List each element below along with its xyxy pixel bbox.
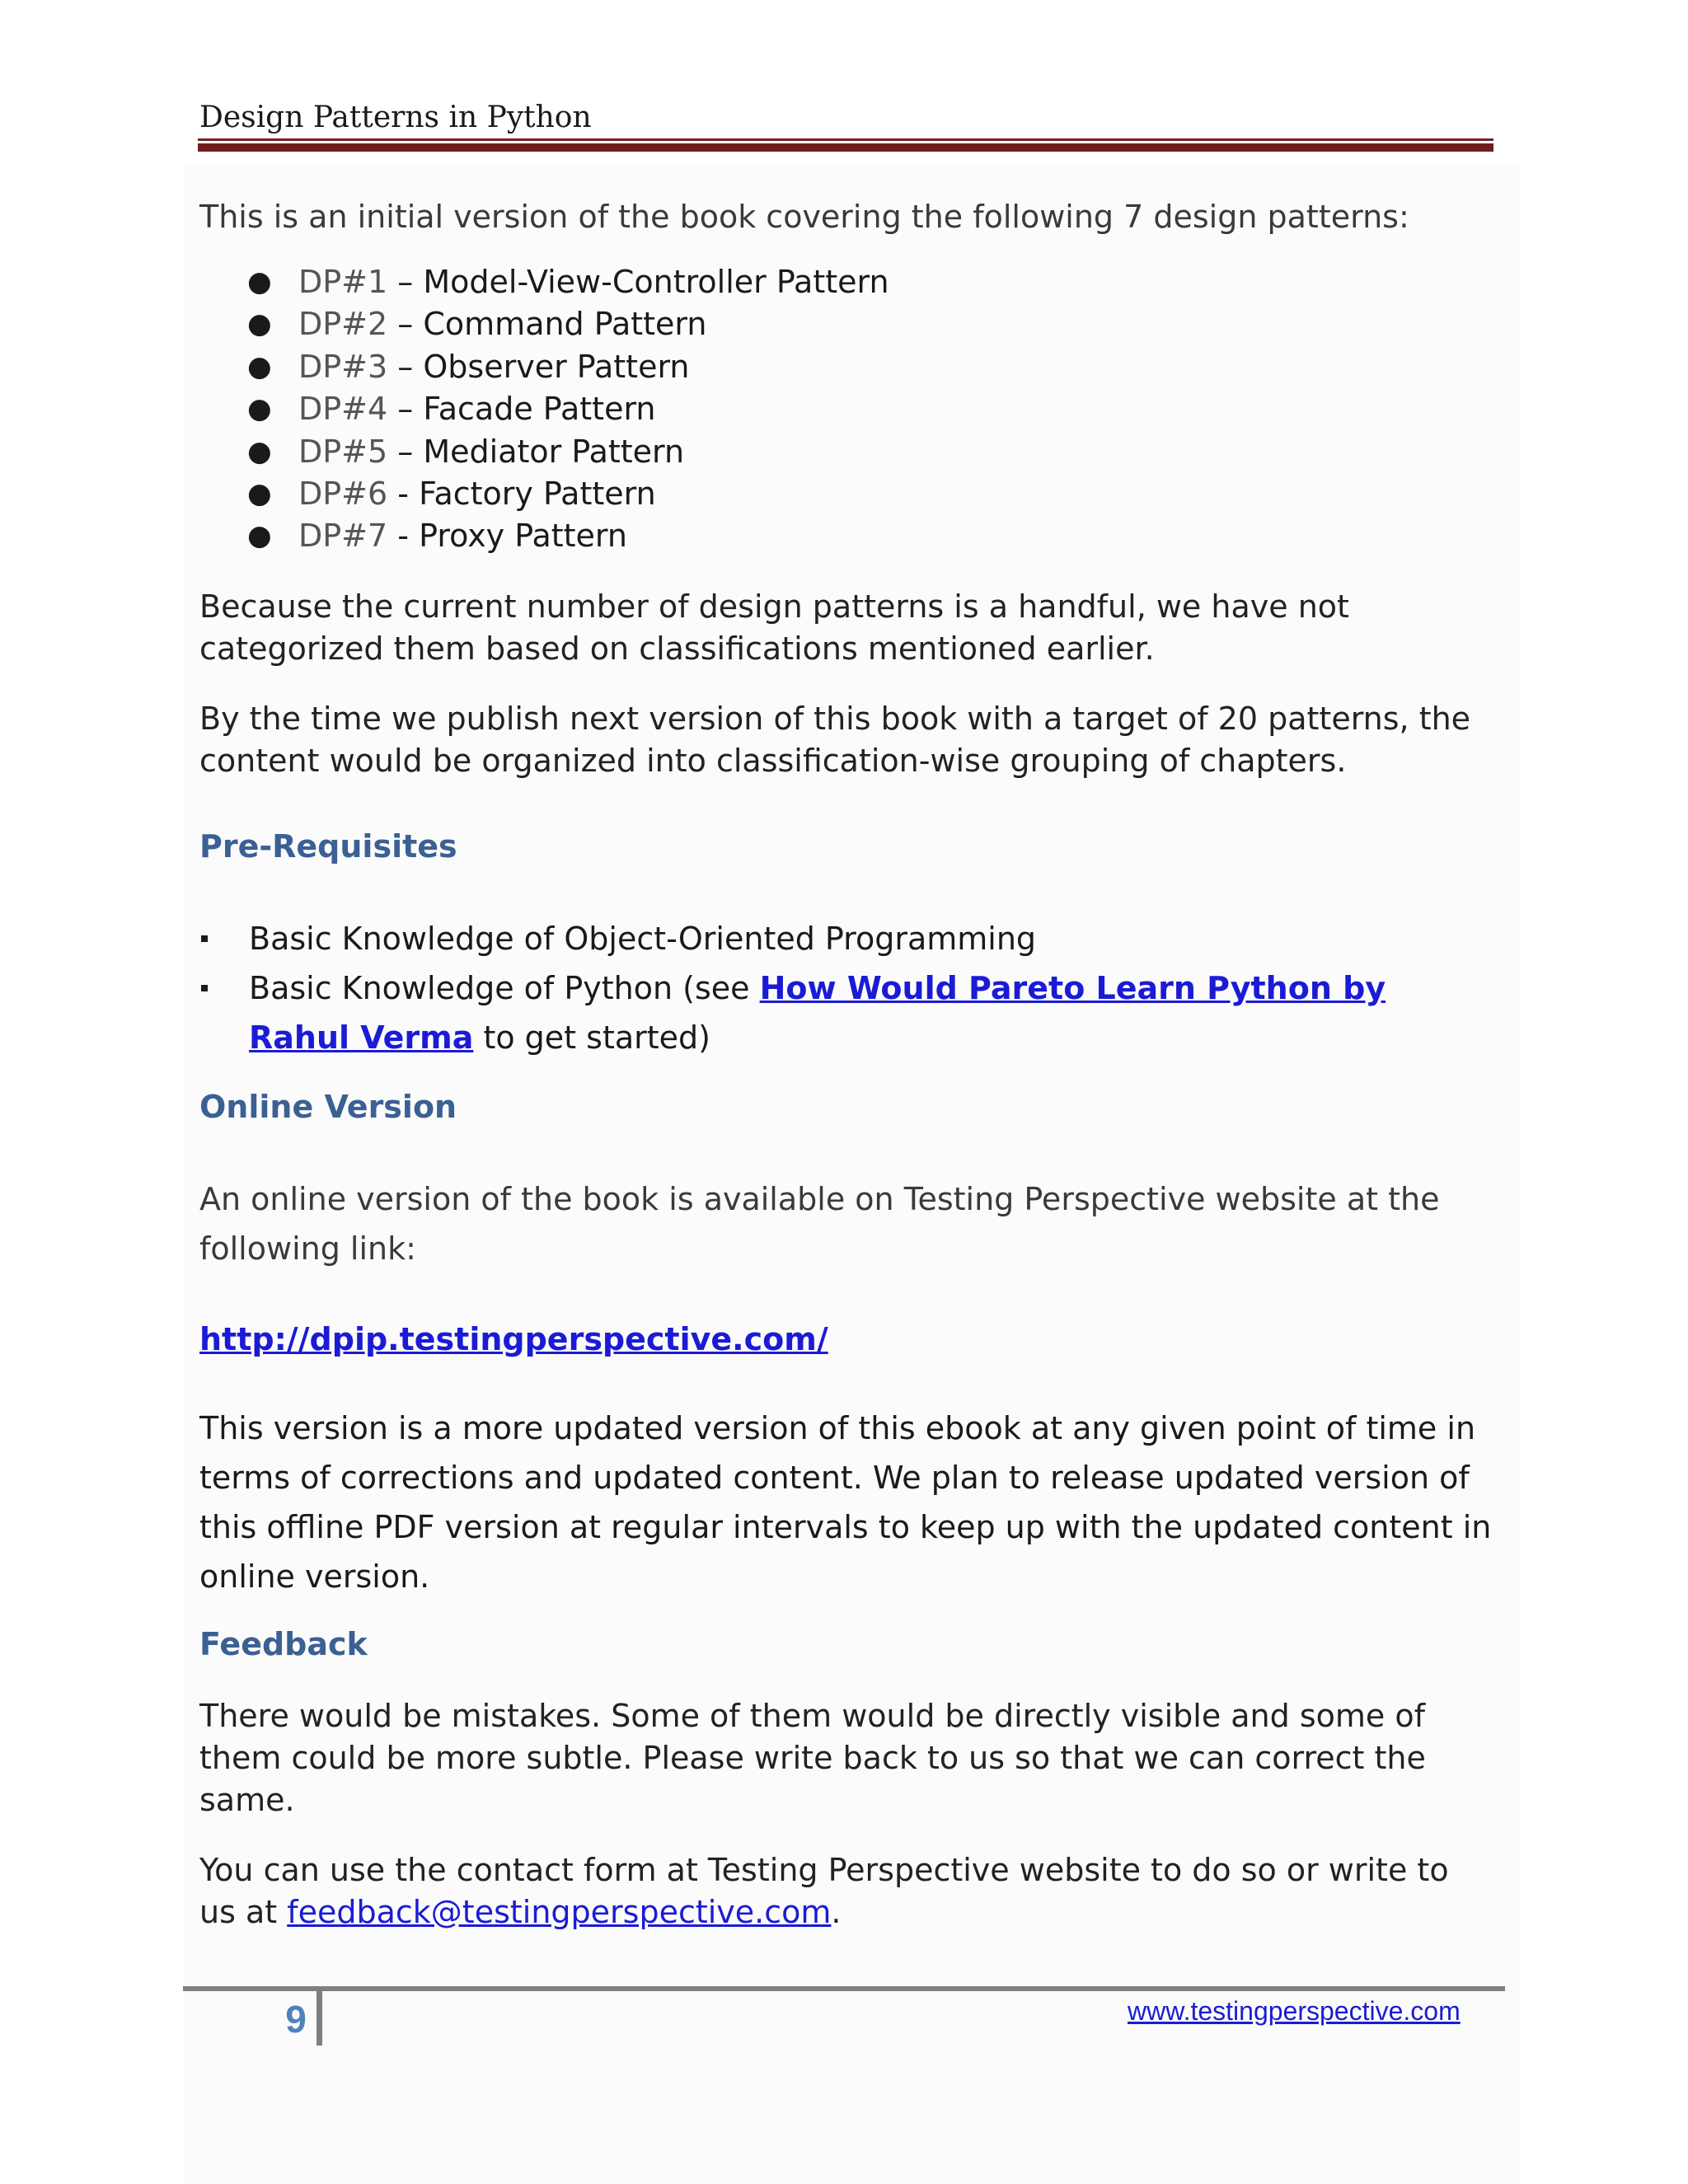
version-details-paragraph: This version is a more updated version of this ebook at any given point of time in terms of corrections and updated content. We plan to release updated version of this offline PDF version at regular intervals to keep up with the updated content in online version. (199, 1409, 1492, 1595)
online-version-heading: Online Version (199, 1088, 457, 1125)
pattern-name: Model-View-Controller Pattern (423, 264, 889, 300)
bullet-icon: ● (247, 349, 272, 383)
header-rule-thick (198, 143, 1493, 152)
footer-divider (316, 1991, 322, 2046)
pattern-separator: – (387, 433, 424, 470)
design-pattern-list (199, 261, 1493, 558)
pattern-separator: - (387, 476, 420, 513)
pattern-name: Factory Pattern (419, 476, 656, 513)
prerequisite-text: Basic Knowledge of Python (see (249, 969, 760, 1006)
pattern-code: DP#7 (298, 518, 388, 555)
square-bullet-icon (201, 985, 208, 991)
feedback-email-link[interactable]: feedback@testingperspective.com (287, 1893, 832, 1930)
online-version-paragraph: An online version of the book is available on Testing Perspective website at the following link: (199, 1180, 1440, 1267)
list-item (199, 431, 1493, 473)
contact-text: You can use the contact form at Testing Perspective website to do so or write to us at (199, 1851, 1449, 1930)
list-item (199, 388, 1493, 430)
pattern-code: DP#5 (298, 433, 388, 470)
pattern-separator: - (387, 518, 420, 555)
bullet-icon: ● (247, 477, 272, 511)
pattern-code: DP#4 (298, 391, 388, 428)
next-version-paragraph: By the time we publish next version of this book with a target of 20 patterns, the content would be organized into classification-wise grouping of chapters. (199, 700, 1471, 779)
footer-rule (183, 1986, 1505, 1991)
pareto-python-link[interactable]: How Would Pareto Learn Python by Rahul Verma (249, 969, 1386, 1056)
pattern-separator: – (387, 391, 424, 428)
online-version-link[interactable]: http://dpip.testingperspective.com/ (199, 1320, 828, 1357)
feedback-paragraph: There would be mistakes. Some of them would be directly visible and some of them could be more subtle. Please write back to us so that we can correct the same. (199, 1697, 1426, 1818)
list-item (199, 914, 1493, 963)
pattern-name: Facade Pattern (423, 391, 656, 428)
list-item (199, 346, 1493, 388)
prerequisite-text-after: to get started) (473, 1019, 710, 1056)
pattern-separator: – (387, 264, 424, 300)
bullet-icon: ● (247, 392, 272, 426)
list-item (199, 303, 1493, 345)
page-number: 9 (285, 1998, 307, 2041)
footer-website-link[interactable]: www.testingperspective.com (1128, 1996, 1461, 2026)
list-item (199, 515, 1493, 557)
pattern-code: DP#2 (298, 306, 388, 343)
list-item (199, 261, 1493, 303)
list-item (199, 963, 1493, 1062)
list-item (199, 473, 1493, 515)
pattern-name: Observer Pattern (423, 348, 690, 385)
pattern-separator: – (387, 306, 424, 343)
pattern-code: DP#1 (298, 264, 388, 300)
square-bullet-icon (201, 935, 208, 942)
header-rule (198, 138, 1493, 141)
pattern-name: Mediator Pattern (423, 433, 685, 470)
online-link-line (199, 1315, 1493, 1364)
prerequisites-list (199, 914, 1493, 1062)
running-header-title: Design Patterns in Python (199, 101, 592, 134)
feedback-heading: Feedback (199, 1625, 368, 1662)
pattern-name: Proxy Pattern (419, 518, 627, 555)
pattern-code: DP#3 (298, 348, 388, 385)
pattern-separator: – (387, 348, 424, 385)
pattern-name: Command Pattern (423, 306, 707, 343)
contact-text-end: . (831, 1893, 842, 1930)
bullet-icon: ● (247, 434, 272, 468)
page-content (199, 196, 1493, 1933)
contact-paragraph (199, 1849, 1493, 1933)
bullet-icon: ● (247, 265, 272, 298)
prerequisites-heading: Pre-Requisites (199, 827, 457, 865)
bullet-icon: ● (247, 307, 272, 341)
prerequisite-text: Basic Knowledge of Object-Oriented Programming (249, 920, 1037, 957)
bullet-icon: ● (247, 519, 272, 553)
intro-paragraph: This is an initial version of the book covering the following 7 design patterns: (199, 199, 1409, 235)
pattern-code: DP#6 (298, 476, 388, 513)
classification-paragraph: Because the current number of design patterns is a handful, we have not categorized them based on classifications mentioned earlier. (199, 588, 1349, 667)
